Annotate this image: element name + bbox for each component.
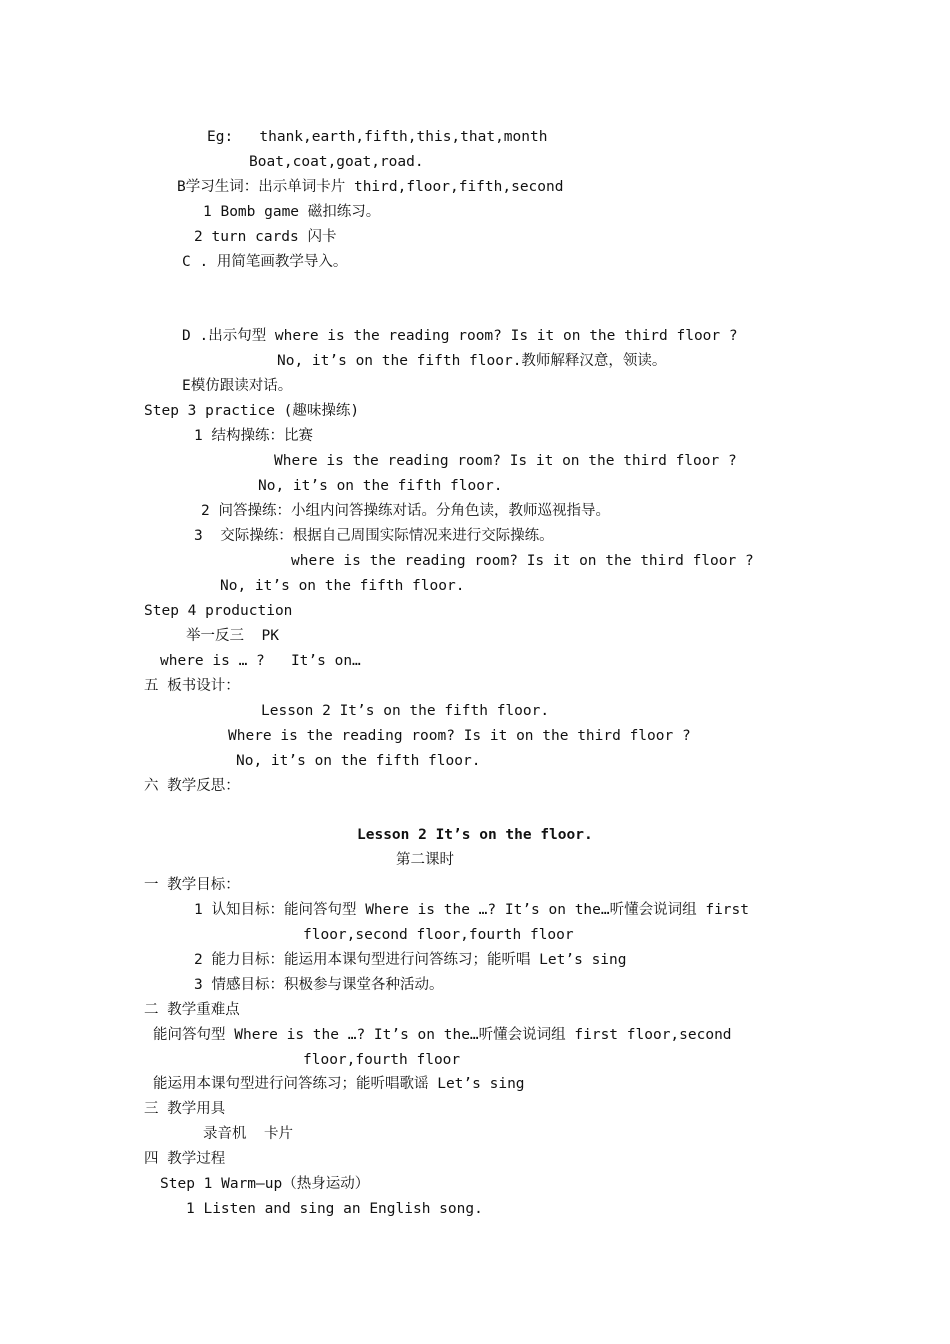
step3-heading: Step 3 practice (趣味操练) — [144, 403, 360, 419]
step3-answer: No, it’s on the fifth floor. — [258, 478, 503, 494]
section-d-heading: D .出示句型 where is the reading room? Is it on the third floor ? — [182, 328, 738, 344]
board-answer: No, it’s on the fifth floor. — [236, 753, 481, 769]
objectives-heading: 一 教学目标： — [144, 877, 240, 893]
lesson-title: Lesson 2 It’s on the floor. — [357, 827, 593, 843]
bomb-game-item: 1 Bomb game 磁扣练习。 — [203, 204, 381, 220]
step4-item: 举一反三 PK — [186, 628, 279, 644]
example-words-line: Eg: thank,earth,fifth,this,that,month — [207, 129, 548, 145]
section-c-heading: C . 用简笔画教学导入。 — [182, 254, 348, 270]
step4-heading: Step 4 production — [144, 603, 293, 619]
key-point-1-cont: floor,fourth floor — [303, 1052, 461, 1068]
step3-question-2: where is the reading room? Is it on the third floor ? — [291, 553, 754, 569]
process-heading: 四 教学过程 — [144, 1151, 226, 1167]
section-6-heading: 六 教学反思： — [144, 778, 240, 794]
objective-cognitive: 1 认知目标：能问答句型 Where is the …? It’s on the…听懂会说词组 first — [194, 902, 749, 918]
board-title: Lesson 2 It’s on the fifth floor. — [261, 703, 550, 719]
step3-question: Where is the reading room? Is it on the third floor ? — [274, 453, 737, 469]
turn-cards-item: 2 turn cards 闪卡 — [194, 229, 337, 245]
step3-answer-2: No, it’s on the fifth floor. — [220, 578, 465, 594]
board-question: Where is the reading room? Is it on the third floor ? — [228, 728, 691, 744]
step1-item-1: 1 Listen and sing an English song. — [186, 1201, 483, 1217]
section-d-answer: No, it’s on the fifth floor.教师解释汉意，领读。 — [277, 353, 667, 369]
objective-cognitive-cont: floor,second floor,fourth floor — [303, 927, 574, 943]
key-point-1: 能问答句型 Where is the …? It’s on the…听懂会说词组 first floor,second — [153, 1027, 732, 1043]
section-b-heading: B学习生词：出示单词卡片 third,floor,fifth,second — [177, 179, 564, 195]
section-5-heading: 五 板书设计： — [144, 678, 240, 694]
section-e-heading: E模仿跟读对话。 — [182, 378, 293, 394]
step1-heading: Step 1 Warm—up（热身运动） — [160, 1176, 370, 1192]
example-words-line-2: Boat,coat,goat,road. — [249, 154, 424, 170]
step3-item-3: 3 交际操练：根据自己周围实际情况来进行交际操练。 — [194, 528, 554, 544]
step3-item-1: 1 结构操练：比赛 — [194, 428, 313, 444]
step3-item-2: 2 问答操练：小组内问答操练对话。分角色读，教师巡视指导。 — [201, 503, 610, 519]
key-points-heading: 二 教学重难点 — [144, 1002, 240, 1018]
lesson-period: 第二课时 — [396, 852, 454, 868]
objective-ability: 2 能力目标：能运用本课句型进行问答练习；能听唱 Let’s sing — [194, 952, 627, 968]
step4-pattern: where is … ? It’s on… — [160, 653, 361, 669]
key-point-2: 能运用本课句型进行问答练习；能听唱歌谣 Let’s sing — [153, 1076, 525, 1092]
materials-list: 录音机 卡片 — [203, 1126, 293, 1142]
materials-heading: 三 教学用具 — [144, 1101, 226, 1117]
objective-emotion: 3 情感目标：积极参与课堂各种活动。 — [194, 977, 444, 993]
